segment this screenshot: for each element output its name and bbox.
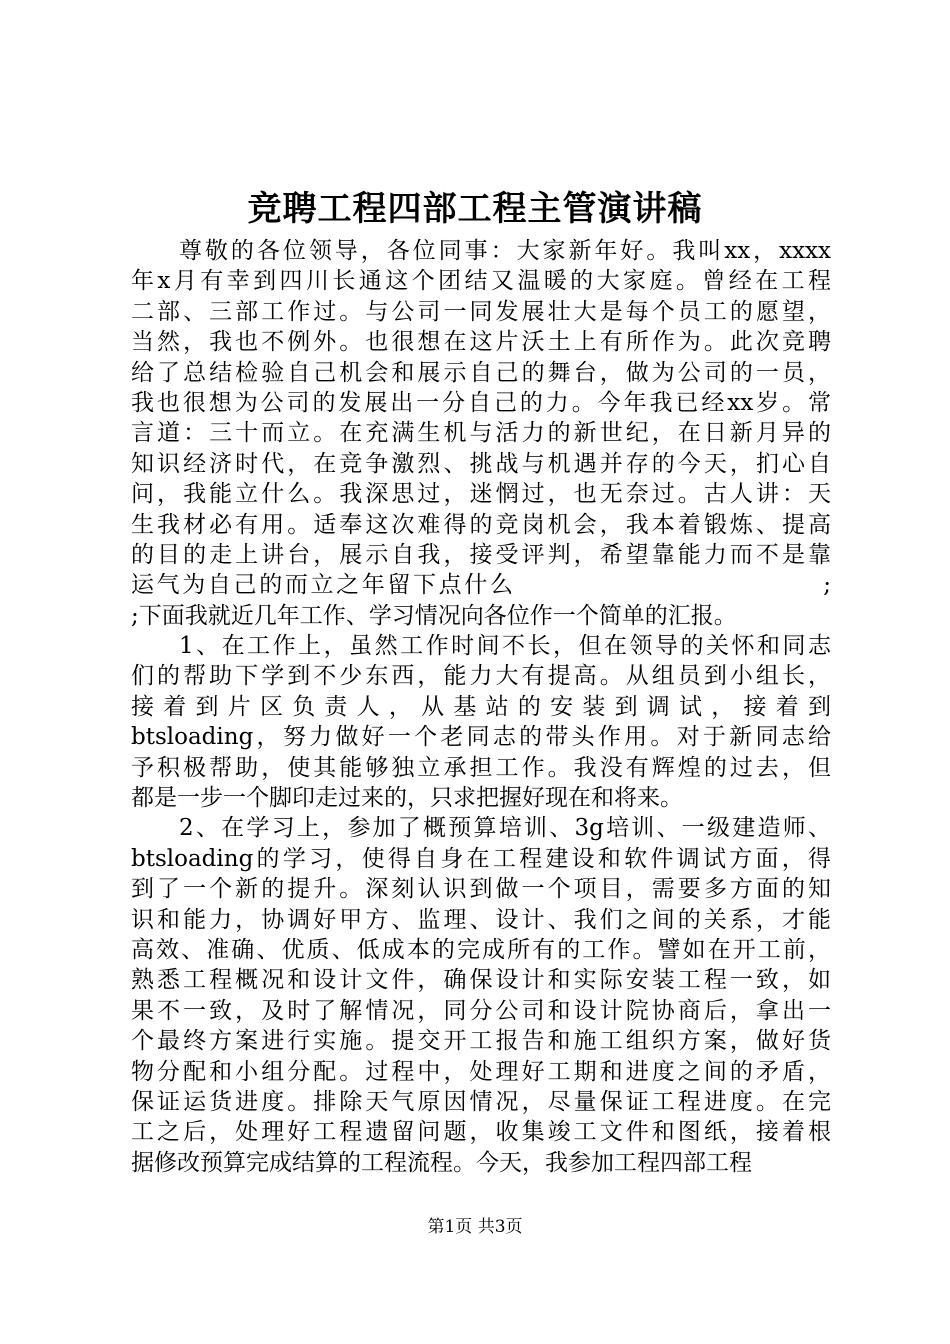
body-line: 果不一致，及时了解情况，同分公司和设计院协商后，拿出一 (131, 997, 831, 1024)
body-line: 们的帮助下学到不少东西，能力大有提高。从组员到小组长， (131, 663, 831, 690)
document-body (131, 236, 831, 1178)
body-line: 都是一步一个脚印走过来的，只求把握好现在和将来。 (131, 785, 683, 812)
body-line: 识和能力，协调好甲方、监理、设计、我们之间的关系，才能 (131, 906, 831, 933)
body-line: 据修改预算完成结算的工程流程。今天，我参加工程四部工程 (131, 1149, 752, 1176)
body-line: 2、在学习上，参加了概预算培训、3g培训、一级建造师、 (179, 815, 831, 842)
body-line: 物分配和小组分配。过程中，处理好工期和进度之间的矛盾， (131, 1058, 831, 1085)
body-line: 问，我能立什么。我深思过，迷惘过，也无奈过。古人讲：天 (131, 481, 831, 508)
body-line: 保证运货进度。排除天气原因情况，尽量保证工程进度。在完 (131, 1088, 831, 1115)
body-line: btsloading的学习，使得自身在工程建设和软件调试方面，得 (131, 845, 831, 872)
body-line: 二部、三部工作过。与公司一同发展壮大是每个员工的愿望， (131, 298, 831, 325)
body-line: 1、在工作上，虽然工作时间不长，但在领导的关怀和同志 (179, 633, 831, 660)
body-line: 生我材必有用。适奉这次难得的竞岗机会，我本着锻炼、提高 (131, 511, 831, 538)
body-line: 予积极帮助，使其能够独立承担工作。我没有辉煌的过去，但 (131, 754, 831, 781)
document-title: 竞聘工程四部工程主管演讲稿 (247, 189, 703, 229)
body-line: 接着到片区负责人，从基站的安装到调试，接着到 (131, 693, 831, 720)
body-line: btsloading，努力做好一个老同志的带头作用。对于新同志给 (131, 724, 831, 751)
body-line: 运气为自己的而立之年留下点什么 ; (131, 572, 831, 599)
body-line: 给了总结检验自己机会和展示自己的舞台，做为公司的一员， (131, 359, 831, 386)
body-line: 工之后，处理好工程遗留问题，收集竣工文件和图纸，接着根 (131, 1119, 831, 1146)
body-line: 我也很想为公司的发展出一分自己的力。今年我已经xx岁。常 (131, 389, 831, 416)
body-line: 熟悉工程概况和设计文件，确保设计和实际安装工程一致，如 (131, 967, 831, 994)
body-line: 言道：三十而立。在充满生机与活力的新世纪，在日新月异的 (131, 420, 831, 447)
body-line: 知识经济时代，在竞争激烈、挑战与机遇并存的今天，扪心自 (131, 450, 831, 477)
body-line: 当然，我也不例外。也很想在这片沃土上有所作为。此次竞聘 (131, 329, 831, 356)
body-line: 高效、准确、优质、低成本的完成所有的工作。譬如在开工前， (131, 936, 831, 963)
body-line: ;下面我就近几年工作、学习情况向各位作一个简单的汇报。 (131, 602, 737, 629)
page-number-footer: 第1页 共3页 (427, 1217, 523, 1237)
body-line: 的目的走上讲台，展示自我，接受评判，希望靠能力而不是靠 (131, 541, 831, 568)
body-line: 个最终方案进行实施。提交开工报告和施工组织方案，做好货 (131, 1028, 831, 1055)
body-line: 尊敬的各位领导，各位同事：大家新年好。我叫xx，xxxx (179, 238, 831, 264)
body-line: 到了一个新的提升。深刻认识到做一个项目，需要多方面的知 (131, 876, 831, 903)
body-line: 年x月有幸到四川长通这个团结又温暖的大家庭。曾经在工程 (131, 268, 831, 295)
